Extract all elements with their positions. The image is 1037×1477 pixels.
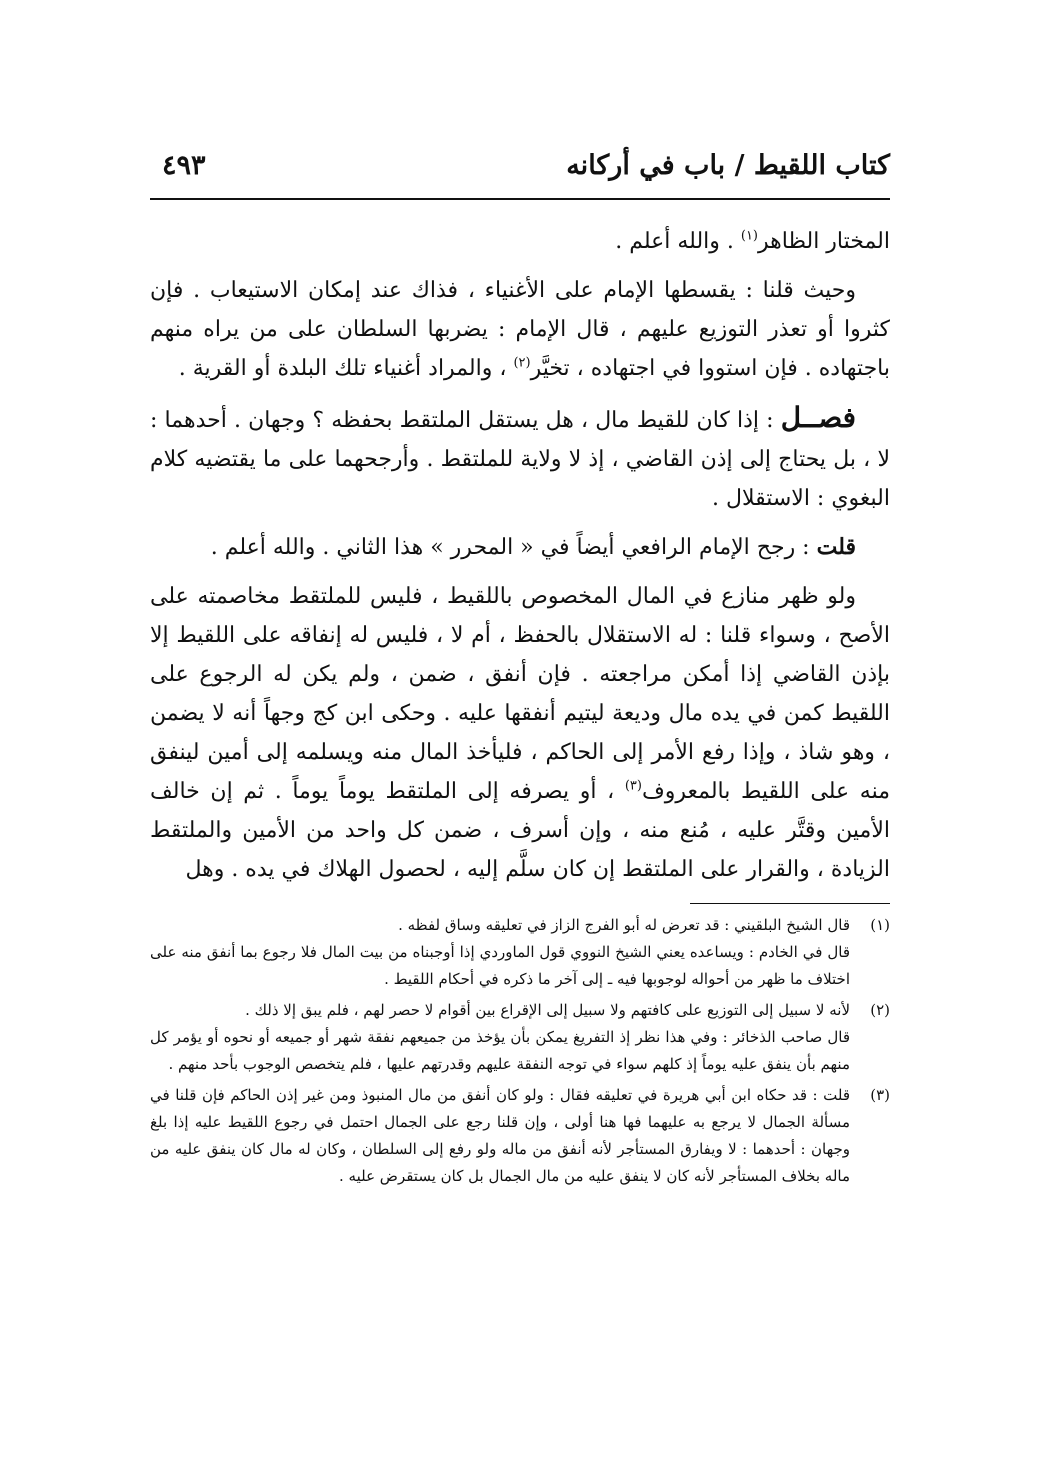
footnote-ref-1: (١) bbox=[740, 228, 758, 244]
paragraph-5 bbox=[150, 577, 890, 889]
running-title: كتاب اللقيط / باب في أركانه bbox=[566, 150, 890, 181]
footnote-paragraph: لأنه لا سبيل إلى التوزيع على كافتهم ولا سبيل إلى الإقراع بين أقوام لا حصر لهم ، فلم يبق إلا ذلك . bbox=[245, 1001, 850, 1019]
paragraph-1-text-a: المختار الظاهر bbox=[758, 229, 890, 254]
footnote-number: (٢) bbox=[870, 1001, 890, 1019]
paragraph-5-text-a: ولو ظهر منازع في المال المخصوص باللقيط ، فليس للملتقط مخاصمته على الأصح ، وسواء قلنا : له الاستقلال بالحفظ ، أم لا ، فليس له إنفاقه على اللقيط إلا بإذن القاضي إذا أمكن مراجعته . فإن أنفق ، ضمن ، ولم يكن له الرجوع على اللقيط كمن في يده مال وديعة ليتيم أنفقها عليه . وحكى ابن كج وجهاً أنه لا يضمن ، وهو شاذ ، وإذا رفع الأمر إلى الحاكم ، فليأخذ المال منه ويسلمه إلى أمين لينفق منه على اللقيط بالمعروف bbox=[150, 584, 890, 804]
footnote-number: (٣) bbox=[870, 1086, 890, 1104]
footnote-body bbox=[150, 997, 850, 1078]
paragraph-2 bbox=[150, 271, 890, 388]
main-text bbox=[150, 222, 890, 889]
page-header bbox=[150, 140, 890, 200]
footnote-ref-3: (٣) bbox=[624, 778, 642, 794]
paragraph-5-text-b: ، أو يصرفه إلى الملتقط يوماً يوماً . ثم إن خالف الأمين وقتَّر عليه ، مُنع منه ، وإن أسرف ، ضمن كل واحد من الأمين والملتقط الزيادة ، والقرار على الملتقط إن كان سلَّم إليه ، لحصول الهلاك في يده . وهل bbox=[150, 779, 890, 882]
footnote-body bbox=[150, 912, 850, 993]
footnote-2 bbox=[150, 997, 890, 1078]
paragraph-qult-text: : رجح الإمام الرافعي أيضاً في « المحرر » هذا الثاني . والله أعلم . bbox=[210, 535, 817, 560]
label-qult: قلت bbox=[816, 534, 856, 560]
footnote-separator bbox=[690, 903, 890, 904]
footnote-paragraph: قلت : قد حكاه ابن أبي هريرة في تعليقه فقال : ولو كان أنفق من مال المنبوذ ومن غير إذن الحاكم فإن قلنا في مسألة الجمال لا يرجع به عليهما فها هنا أولى ، وإن قلنا رجع على الجمال احتمل في رجوع اللقيط عليه إذا بلغ وجهان : أحدهما : لا ويفارق المستأجر لأنه أنفق من ماله ولو رفع إلى السلطان ، وكان له مال كان ينفق عليه من ماله بخلاف المستأجر لأنه كان لا ينفق عليه من مال الجمال بل كان يستقرض عليه . bbox=[150, 1086, 850, 1185]
footnote-3 bbox=[150, 1082, 890, 1190]
footnote-1 bbox=[150, 912, 890, 993]
page-number: ٤٩٣ bbox=[162, 150, 206, 181]
section-label-fasl: فصــل bbox=[780, 401, 856, 434]
footnote-body bbox=[150, 1082, 850, 1190]
footnote-ref-2: (٢) bbox=[513, 355, 531, 371]
footnotes bbox=[150, 912, 890, 1190]
footnote-paragraph: قال صاحب الذخائر : وفي هذا نظر إذ التفريغ يمكن بأن يؤخذ من جميعهم نفقة شهر أو جميعه أو نحوه أو يؤمر كل منهم بأن ينفق عليه يوماً إذ كلهم سواء في توجه النفقة عليهم وقدرتهم عليها ، فلم يتخصص الوجوب بأحد منهم . bbox=[150, 1028, 850, 1073]
paragraph-fasl-text: : إذا كان للقيط مال ، هل يستقل الملتقط بحفظه ؟ وجهان . أحدهما : لا ، بل يحتاج إلى إذن القاضي ، إذ لا ولاية للملتقط . وأرجحهما على ما يقتضيه كلام البغوي : الاستقلال . bbox=[150, 408, 890, 511]
paragraph-2-text-a: وحيث قلنا : يقسطها الإمام على الأغنياء ، فذاك عند إمكان الاستيعاب . فإن كثروا أو تعذر التوزيع عليهم ، قال الإمام : يضربها السلطان على من يراه منهم باجتهاده . فإن استووا في اجتهاده ، تخيَّر bbox=[150, 278, 890, 381]
footnote-paragraph: قال الشيخ البلقيني : قد تعرض له أبو الفرج الزاز في تعليقه وساق لفظه . bbox=[398, 916, 850, 934]
paragraph-fasl bbox=[150, 398, 890, 518]
footnote-paragraph: قال في الخادم : ويساعده يعني الشيخ النووي قول الماوردي إذا أوجبناه من بيت المال فلا رجوع بما أنفق منه على اختلاف ما ظهر من أحواله لوجوبها فيه ـ إلى آخر ما ذكره في أحكام اللقيط . bbox=[150, 943, 850, 988]
book-page bbox=[150, 140, 890, 1370]
paragraph-1 bbox=[150, 222, 890, 261]
paragraph-1-text-b: . والله أعلم . bbox=[615, 229, 741, 254]
paragraph-qult bbox=[150, 528, 890, 567]
footnote-number: (١) bbox=[870, 916, 890, 934]
paragraph-2-text-b: ، والمراد أغنياء تلك البلدة أو القرية . bbox=[178, 356, 514, 381]
